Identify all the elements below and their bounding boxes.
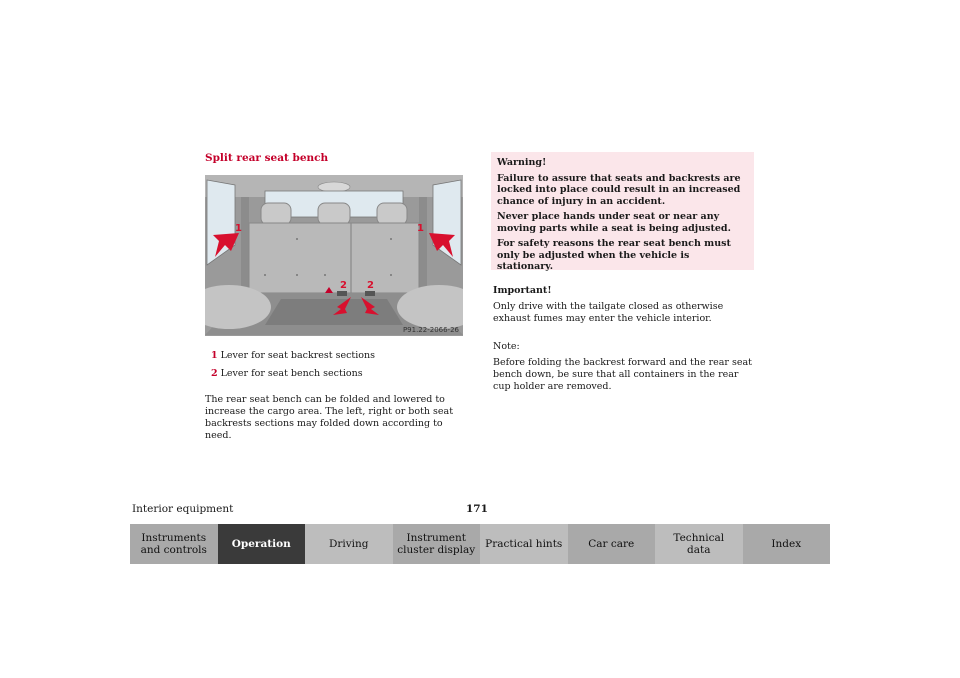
important-section: [493, 285, 758, 325]
tab-driving[interactable]: Driving: [305, 524, 393, 564]
warning-heading: Warning!: [497, 157, 547, 168]
footer-section-title: Interior equipment: [132, 503, 234, 515]
marker-2-left: 2: [340, 280, 347, 291]
note-text: Before folding the backrest forward and the rear seat bench down, be sure that all containers in the rear cup holder are removed.: [493, 357, 752, 392]
legend-text: Lever for seat backrest sections: [220, 350, 375, 361]
chapter-tabs: [130, 524, 830, 564]
legend-item: [205, 368, 363, 379]
important-text: Only drive with the tailgate closed as otherwise exhaust fumes may enter the vehicle interior.: [493, 301, 724, 324]
warning-paragraph: Never place hands under seat or near any moving parts while a seat is being adjusted.: [497, 211, 731, 234]
tab-instrument-cluster-display[interactable]: Instrument cluster display: [393, 524, 481, 564]
note-section: [493, 341, 758, 393]
marker-1-left: 1: [235, 223, 242, 234]
warning-paragraph: For safety reasons the rear seat bench must only be adjusted when the vehicle is stationary.: [497, 238, 731, 272]
legend-text: Lever for seat bench sections: [220, 368, 363, 379]
marker-1-right: 1: [417, 223, 424, 234]
page-number: 171: [466, 503, 488, 515]
section-title: Split rear seat bench: [205, 152, 329, 164]
legend-item: [205, 350, 375, 361]
tab-car-care[interactable]: Car care: [568, 524, 656, 564]
marker-2-right: 2: [367, 280, 374, 291]
legend-number: 1: [211, 350, 218, 361]
warning-paragraph: Failure to assure that seats and backrests are locked into place could result in an increased chance of injury in an accident.: [497, 172, 741, 207]
tab-technical-data[interactable]: Technical data: [655, 524, 743, 564]
rear-seat-illustration: [205, 175, 463, 336]
rear-seat-drawing: [205, 175, 463, 336]
tab-operation[interactable]: Operation: [218, 524, 306, 564]
body-paragraph: The rear seat bench can be folded and lowered to increase the cargo area. The left, right or both seat backrests sections may folded down according to need.: [205, 394, 454, 441]
tab-instruments-and-controls[interactable]: Instruments and controls: [130, 524, 218, 564]
important-heading: Important!: [493, 285, 552, 296]
legend-number: 2: [211, 368, 218, 379]
note-heading: Note:: [493, 341, 520, 352]
warning-box: [491, 152, 754, 270]
tab-practical-hints[interactable]: Practical hints: [480, 524, 568, 564]
tab-index[interactable]: Index: [743, 524, 831, 564]
figure-code: P91.22-2066-26: [402, 326, 459, 334]
